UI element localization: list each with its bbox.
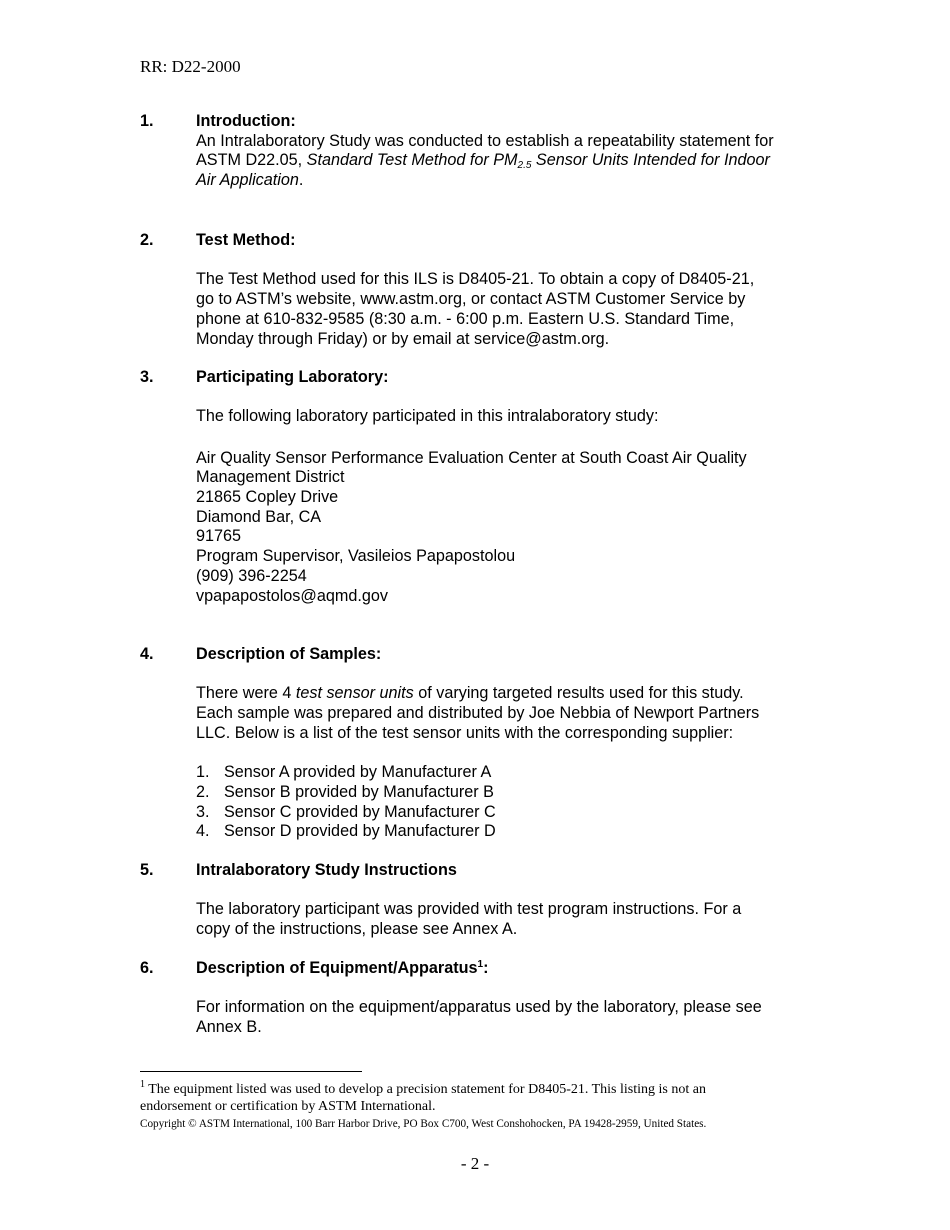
section-body [196, 407, 820, 606]
phone-number: (909) 396-2254 [196, 566, 307, 585]
list-item [196, 822, 820, 842]
copyright-notice: Copyright © ASTM International, 100 Barr Harbor Drive, PO Box C700, West Conshohocken, PA 19428-2959, United States. [140, 1118, 707, 1130]
intro-text: ASTM D22.05, [196, 151, 307, 170]
method-title-italic [306, 151, 770, 172]
list-number: 3. [196, 802, 210, 821]
footnote-line [140, 1081, 820, 1098]
list-item [196, 763, 820, 783]
sensor-list [196, 763, 820, 842]
footnote-reference[interactable]: 1 [477, 959, 484, 970]
section-title: Participating Laboratory: [196, 368, 389, 386]
footnote-line: endorsement or certification by ASTM International. [140, 1099, 436, 1114]
body-line: The following laboratory participated in this intralaboratory study: [196, 407, 659, 426]
address-line: 91765 [196, 527, 242, 546]
body-line: Each sample was prepared and distributed by Joe Nebbia of Newport Partners [196, 704, 760, 723]
section-title: Introduction: [196, 112, 296, 130]
list-text: Sensor A provided by Manufacturer A [224, 763, 492, 782]
list-number: 2. [196, 782, 210, 801]
section-body [196, 684, 820, 842]
method-title-part: Sensor Units Intended for Indoor [531, 151, 770, 170]
section-title-text: : [483, 959, 489, 977]
method-title-part: Air Application [196, 171, 299, 190]
section-number: 6. [140, 959, 154, 977]
body-line: phone at 610-832-9585 (8:30 a.m. - 6:00 p.m. Eastern U.S. Standard Time, [196, 309, 735, 328]
address-line: Management District [196, 468, 345, 487]
list-number: 1. [196, 763, 210, 782]
list-text: Sensor B provided by Manufacturer B [224, 782, 494, 801]
section-body [196, 900, 820, 939]
italic-term: test sensor units [295, 684, 414, 703]
body-line: copy of the instructions, please see Annex A. [196, 920, 518, 939]
intro-line [196, 151, 820, 171]
section-number: 4. [140, 645, 154, 663]
report-id-header: RR: D22-2000 [140, 57, 241, 76]
body-line: Annex B. [196, 1018, 262, 1037]
section-body [196, 270, 820, 349]
address-line: Air Quality Sensor Performance Evaluation Center at South Coast Air Quality [196, 448, 747, 467]
section-title: Test Method: [196, 231, 296, 249]
address-line: Diamond Bar, CA [196, 507, 322, 526]
intro-line [196, 171, 820, 191]
section-number: 1. [140, 112, 154, 130]
section-number: 5. [140, 861, 154, 879]
footnote-divider [140, 1071, 362, 1072]
body-text: There were 4 [196, 684, 296, 703]
section-number: 3. [140, 368, 154, 386]
body-line: For information on the equipment/apparatus used by the laboratory, please see [196, 998, 762, 1017]
body-line: LLC. Below is a list of the test sensor units with the corresponding supplier: [196, 723, 734, 742]
address-line: Program Supervisor, Vasileios Papapostolou [196, 547, 516, 566]
footnote-marker: 1 [140, 1079, 145, 1090]
list-item [196, 803, 820, 823]
page-number: - 2 - [460, 1154, 490, 1173]
body-line: go to ASTM’s website, www.astm.org, or contact ASTM Customer Service by [196, 290, 746, 309]
address-line: 21865 Copley Drive [196, 488, 339, 506]
section-title: Description of Samples: [196, 645, 382, 663]
section-body [196, 132, 820, 191]
section-title: Intralaboratory Study Instructions [196, 861, 457, 879]
section-title [196, 959, 488, 979]
body-line [196, 684, 820, 704]
body-line: Monday through Friday) or by email at service@astm.org. [196, 329, 610, 348]
body-text: of varying targeted results used for this study. [413, 684, 744, 703]
section-number: 2. [140, 231, 154, 249]
footnote [140, 1081, 820, 1115]
footnote-text: The equipment listed was used to develop a precision statement for D8405-21. This listing is not an [145, 1082, 706, 1097]
pm-subscript: 2.5 [517, 160, 532, 172]
laboratory-address [196, 449, 820, 607]
list-text: Sensor D provided by Manufacturer D [224, 822, 496, 841]
section-title-text: Description of Equipment/Apparatus [196, 959, 478, 977]
list-item [196, 783, 820, 803]
email-address: vpapapostolos@aqmd.gov [196, 586, 388, 605]
list-number: 4. [196, 822, 210, 841]
body-line: The Test Method used for this ILS is D8405-21. To obtain a copy of D8405-21, [196, 270, 755, 289]
body-line: The laboratory participant was provided with test program instructions. For a [196, 900, 742, 919]
intro-line: An Intralaboratory Study was conducted to establish a repeatability statement for [196, 131, 774, 150]
section-body [196, 998, 820, 1037]
intro-text: . [298, 171, 304, 190]
list-text: Sensor C provided by Manufacturer C [224, 802, 496, 821]
method-title-part: Standard Test Method for PM [306, 151, 518, 170]
